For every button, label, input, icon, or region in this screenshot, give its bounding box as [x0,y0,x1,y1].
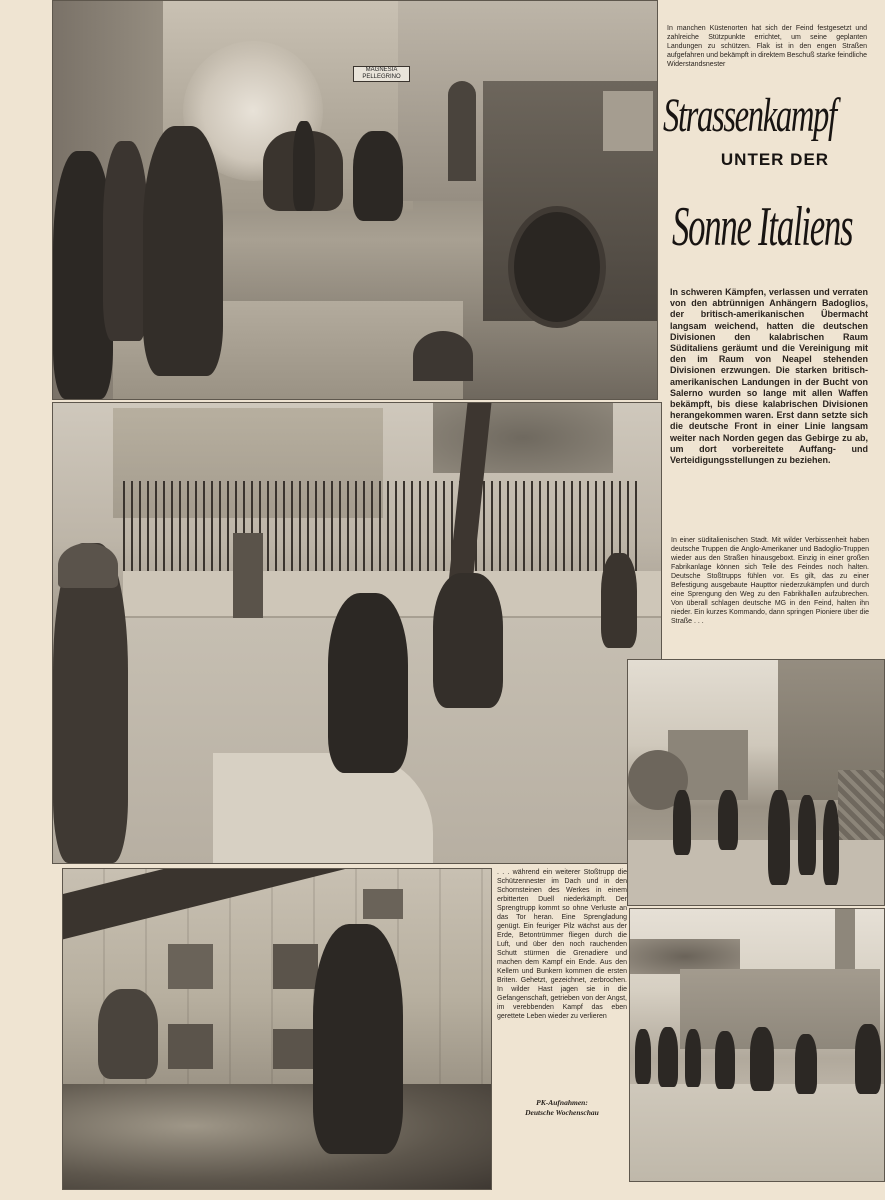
photo-street-crossing [52,402,662,864]
caption-bottom: . . . während ein weiterer Stoßtrupp die Schützennester im Dach und in den Schornsteinen des Werkes in einem erbitterten Duell niederkämpft. Der Sprengtrupp kommt so ohne Verluste an das Tor heran. Eine Sprengladung genügt. Ein feuriger Pilz wächst aus der Erde, Betontrümmer fliegen durch die Luft, und über den noch rauchenden Schutt stürmen die Grenadiere und machen dem Kampf ein Ende. Aus den Kellern und Bunkern kommen die ersten Briten. Gehetzt, gezeichnet, zerbrochen. In wilder Hast jagen sie in die Gefangenschaft, getrieben von der Angst, im verebbenden Kampf das eben gerettete Leben wieder zu verlieren [497,869,627,1020]
photo-credit [497,1098,627,1118]
article-title-line3: Sonne Italiens [672,196,853,258]
article-title-line2: UNTER DER [720,150,830,169]
credit-line1: PK-Aufnahmen: [536,1098,588,1107]
photo-firing-line [627,659,885,906]
credit-line2: Deutsche Wochenschau [525,1108,599,1117]
article-title-line1: Strassenkampf [663,89,836,142]
photo-charge [629,908,885,1182]
caption-middle: In einer süditalienischen Stadt. Mit wilder Verbissenheit haben deutsche Truppen die Anglo-Amerikaner und Badoglio-Truppen wieder aus den Straßen hinausgeboxt. Einzig in einer großen Fabrikanlage können sich Teile des Feindes noch halten. Deutsche Stoßtrupps fühlen vor. Es gilt, das zu einer Befestigung ausgebaute Haupttor niederzukämpfen und durch eine Sprengung den Weg zu den Fabrikhallen aufzubrechen. Von überall schlagen deutsche MG in den Feind, halten ihn nieder. Ein kurzes Kommando, dann springen Pioniere über die Straße . . . [671,537,869,625]
main-text: In schweren Kämpfen, verlassen und verraten von den abtrünnigen Anhängern Badoglios, der britisch-amerikanischen Übermacht langsam weichend, hatten die deutschen Divisionen den kalabrischen Raum Süditaliens geräumt und die Vereinigung mit den im Raum von Neapel stehenden Divisionen erzwungen. Die starken britisch-amerikanischen Landungen in der Bucht von Salerno wurden so lange mit allen Waffen bekämpft, bis diese kalabrischen Divisionen herangekommen waren. Erst dann setzte sich die deutsche Front in einer Linie langsam weiter nach Norden gegen das Gebirge zu ab, um dort vorbereitete Auffang- und Verteidigungsstellungen zu beziehen. [670,287,868,466]
photo-flak-street [52,0,658,400]
photo-rubble-assault [62,868,492,1190]
intro-caption: In manchen Küstenorten hat sich der Feind festgesetzt und zahlreiche Stützpunkte errichtet, um seine geplanten Landungen zu schützen. Flak ist in den engen Straßen aufgefahren und bekämpft in direktem Beschuß starke feindliche Widerstandsnester [667,25,868,68]
shop-sign: MAGNESIA PELLEGRINO [353,66,410,82]
